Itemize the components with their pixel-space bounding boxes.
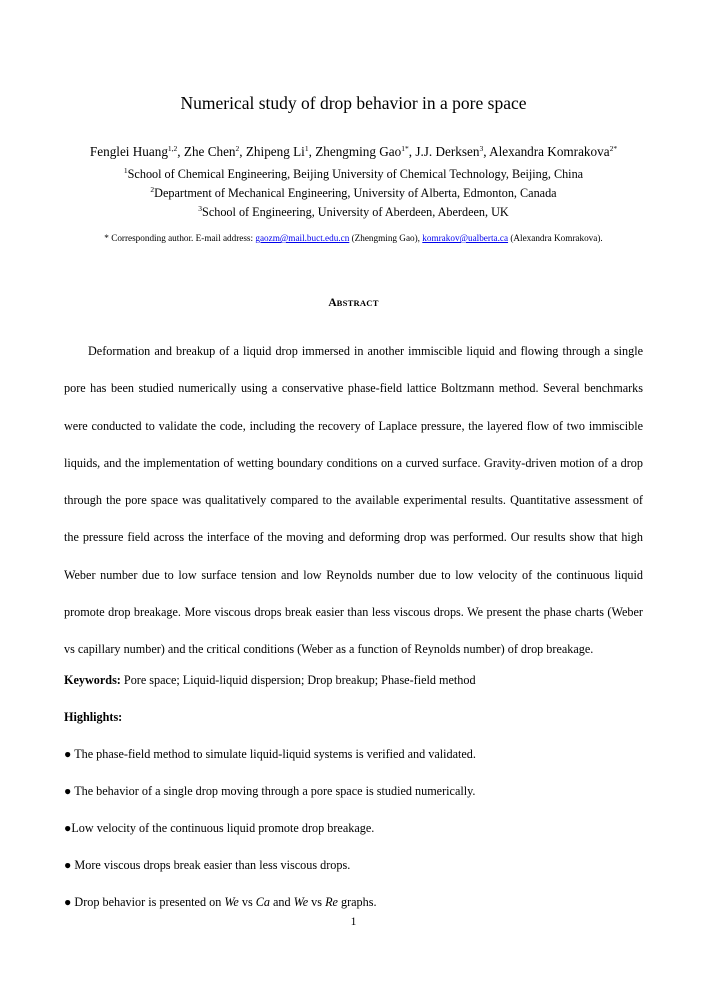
author-list: Fenglei Huang$^{1,2}$, Zhe Chen$^2$, Zhipeng Li$^1$, Zhengming Gao$^{1*}$, J.J. Derksen$^3$, Alexandra Komrakova$^{2*}$ — [89, 144, 618, 159]
author-name: Zhe Chen — [183, 144, 236, 159]
author-name: Fenglei Huang — [89, 144, 168, 159]
affiliation-sup: 2 — [150, 185, 155, 194]
highlights-heading: Highlights: — [64, 710, 123, 724]
keywords — [64, 673, 476, 688]
abstract-heading — [0, 297, 707, 309]
author-sup: 2* — [609, 144, 618, 153]
highlight-item: ●Low velocity of the continuous liquid promote drop breakage. — [64, 821, 375, 835]
affiliation-sup: 3 — [198, 204, 203, 213]
abstract-heading-initial: A — [328, 297, 337, 309]
corresponding-name-2: (Alexandra Komrakova). — [508, 233, 603, 243]
affiliation-sup: 1 — [123, 166, 128, 175]
author-sup: 1* — [401, 144, 409, 153]
paper-title: Numerical study of drop behavior in a pore space — [180, 93, 527, 113]
author-name: Alexandra Komrakova — [489, 144, 610, 159]
affiliation-text: School of Chemical Engineering, Beijing University of Chemical Technology, Beijing, China — [127, 167, 584, 181]
abstract-body: Deformation and breakup of a liquid drop immersed in another immiscible liquid and flowing through a single pore has been studied numerically using a conservative phase-field lattice Boltzmann method. Several benchmarks were conducted to validate the code, including the recovery of Laplace pressure, the layered flow of two immiscible liquids, and the implementation of wetting boundary conditions on a curved surface. Gravity-driven motion of a drop through the pore space was qualitatively compared to the available experimental results. Quantitative assessment of the pressure field across the interface of the moving and deforming drop was performed. Our results show that high Weber number due to low surface tension and low Reynolds number due to low velocity of the continuous liquid promote drop breakage. More viscous drops break easier than less viscous drops. We present the phase charts (Weber vs capillary number) and the critical conditions (Weber as a function of Reynolds number) of drop breakage. — [64, 344, 643, 657]
reynolds-symbol: Re — [325, 895, 338, 909]
abstract-heading-rest: BSTRACT — [336, 298, 379, 308]
email-link-komrakova[interactable]: komrakov@ualberta.ca — [422, 233, 509, 243]
author-sup: 3 — [479, 144, 484, 153]
page-number: 1 — [350, 916, 357, 928]
author-name: Zhipeng Li — [245, 144, 305, 159]
highlight-item: ● The behavior of a single drop moving through a pore space is studied numerically. — [64, 784, 476, 798]
author-name: Zhengming Gao — [315, 144, 402, 159]
highlight-text: vs — [238, 895, 256, 909]
affiliation-text: School of Engineering, University of Aberdeen, Aberdeen, UK — [202, 205, 509, 219]
keywords-text: Pore space; Liquid-liquid dispersion; Drop breakup; Phase-field method — [120, 673, 476, 687]
weber-symbol: We — [293, 895, 309, 909]
weber-symbol: We — [224, 895, 239, 909]
affiliation-3 — [0, 205, 707, 220]
author-sup: 1,2 — [167, 144, 178, 153]
highlight-text: vs — [308, 895, 326, 909]
highlight-item: ● The phase-field method to simulate liquid-liquid systems is verified and validated. — [64, 747, 476, 761]
highlight-item: ● More viscous drops break easier than less viscous drops. — [64, 858, 351, 872]
affiliation-text: Department of Mechanical Engineering, University of Alberta, Edmonton, Canada — [154, 186, 557, 200]
highlight-text: ● Drop behavior is presented on — [64, 895, 225, 909]
author-sup: 1 — [304, 144, 309, 153]
corresponding-name-1: (Zhengming Gao), — [349, 233, 423, 243]
email-link-gao[interactable]: gaozm@mail.buct.edu.cn — [255, 233, 350, 243]
corresponding-author-note — [0, 233, 707, 243]
highlight-text: and — [269, 895, 294, 909]
author-sup: 2 — [235, 144, 240, 153]
affiliation-2 — [0, 186, 707, 201]
affiliation-1 — [0, 167, 707, 182]
author-name: J.J. Derksen — [415, 144, 480, 159]
capillary-symbol: Ca — [255, 895, 270, 909]
highlight-text: graphs. — [337, 895, 377, 909]
corresponding-prefix: * Corresponding author. E-mail address: — [104, 233, 256, 243]
keywords-label: Keywords: — [64, 673, 121, 687]
highlight-item — [64, 895, 377, 910]
